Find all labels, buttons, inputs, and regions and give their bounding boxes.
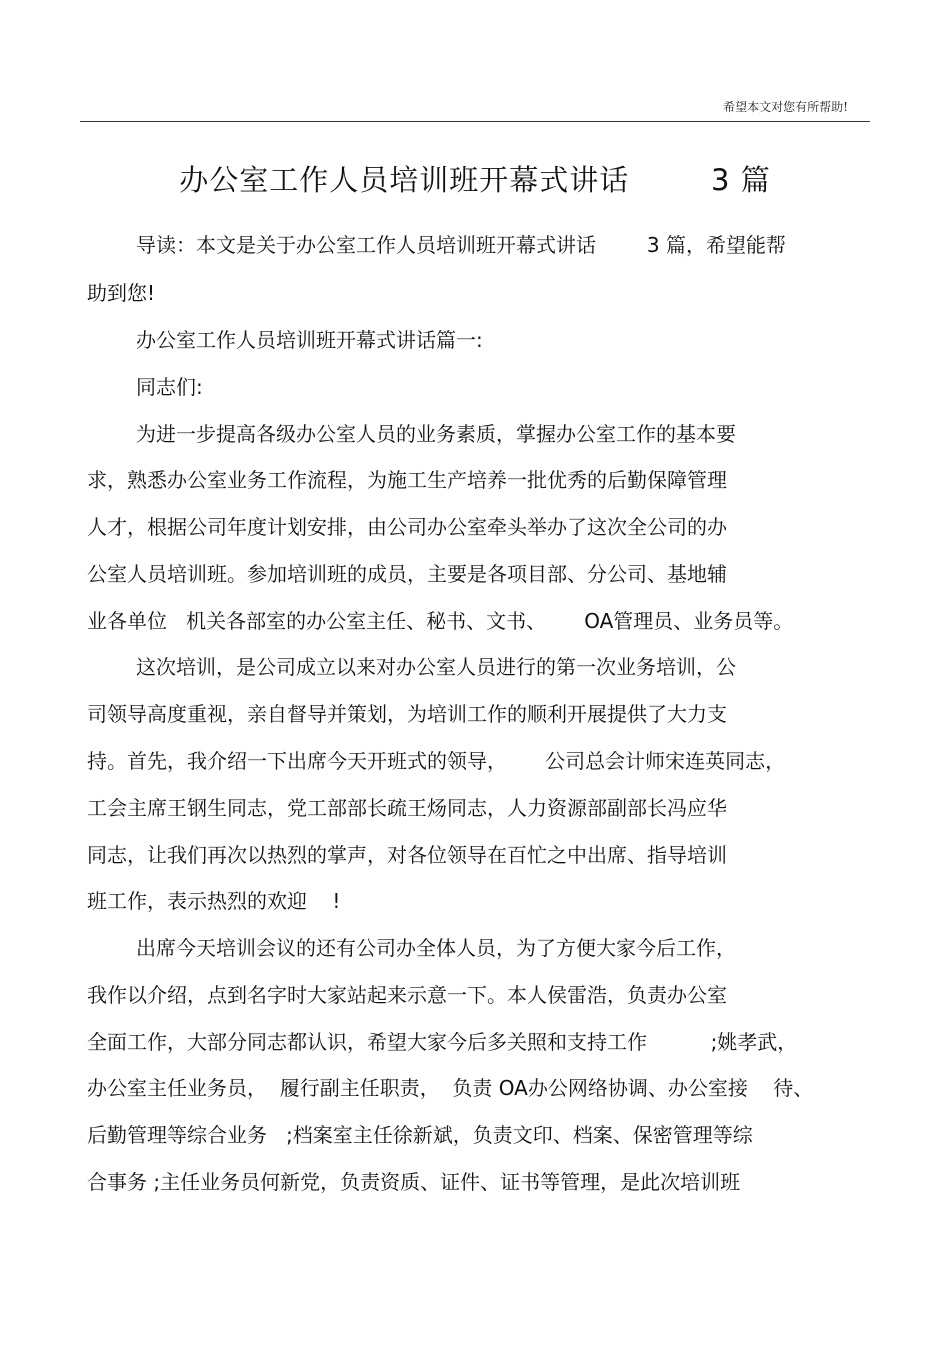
paragraph-line: 全面工作，大部分同志都认识，希望大家今后多关照和支持工作 ;姚孝武， xyxy=(87,1030,798,1054)
header-divider xyxy=(80,121,870,122)
paragraph-line: 出席今天培训会议的还有公司办全体人员，为了方便大家今后工作， xyxy=(136,936,736,960)
paragraph-line: 人才，根据公司年度计划安排，由公司办公室牵头举办了这次全公司的办 xyxy=(87,515,727,539)
paragraph-line: 工会主席王钢生同志，党工部部长疏王炀同志，人力资源部副部长冯应华 xyxy=(87,796,727,820)
paragraph-line: 求，熟悉办公室业务工作流程，为施工生产培养一批优秀的后勤保障管理 xyxy=(87,468,727,492)
paragraph-line: 合事务 ;主任业务员何新党，负责资质、证件、证书等管理，是此次培训班 xyxy=(87,1170,741,1194)
paragraph-line: 我作以介绍，点到名字时大家站起来示意一下。本人侯雷浩，负责办公室 xyxy=(87,983,727,1007)
paragraph-line: 同志，让我们再次以热烈的掌声，对各位领导在百忙之中出席、指导培训 xyxy=(87,843,727,867)
paragraph-line: 这次培训，是公司成立以来对办公室人员进行的第一次业务培训，公 xyxy=(136,655,736,679)
paragraph-line: 公室人员培训班。参加培训班的成员，主要是各项目部、分公司、基地辅 xyxy=(87,562,727,586)
paragraph-line: 业各单位 机关各部室的办公室主任、秘书、文书、 OA管理员、业务员等。 xyxy=(87,609,794,633)
header-note: 希望本文对您有所帮助! xyxy=(723,100,848,114)
intro-line-2: 助到您! xyxy=(87,281,156,305)
intro-line-1: 导读：本文是关于办公室工作人员培训班开幕式讲话 3 篇，希望能帮 xyxy=(136,233,786,257)
section-heading: 办公室工作人员培训班开幕式讲话篇一: xyxy=(136,328,483,352)
paragraph-line: 班工作，表示热烈的欢迎 ! xyxy=(87,889,341,913)
paragraph-line: 办公室主任业务员， 履行副主任职责， 负责 OA办公网络协调、办公室接 待、 xyxy=(87,1076,814,1100)
paragraph-line: 为进一步提高各级办公室人员的业务素质，掌握办公室工作的基本要 xyxy=(136,422,736,446)
paragraph-line: 司领导高度重视，亲自督导并策划，为培训工作的顺利开展提供了大力支 xyxy=(87,702,727,726)
paragraph-line: 后勤管理等综合业务 ;档案室主任徐新斌，负责文印、档案、保密管理等综 xyxy=(87,1123,753,1147)
document-title: 办公室工作人员培训班开幕式讲话 3 篇 xyxy=(179,163,771,197)
paragraph-line: 持。首先，我介绍一下出席今天开班式的领导， 公司总会计师宋连英同志， xyxy=(87,749,786,773)
salutation: 同志们: xyxy=(136,375,203,399)
